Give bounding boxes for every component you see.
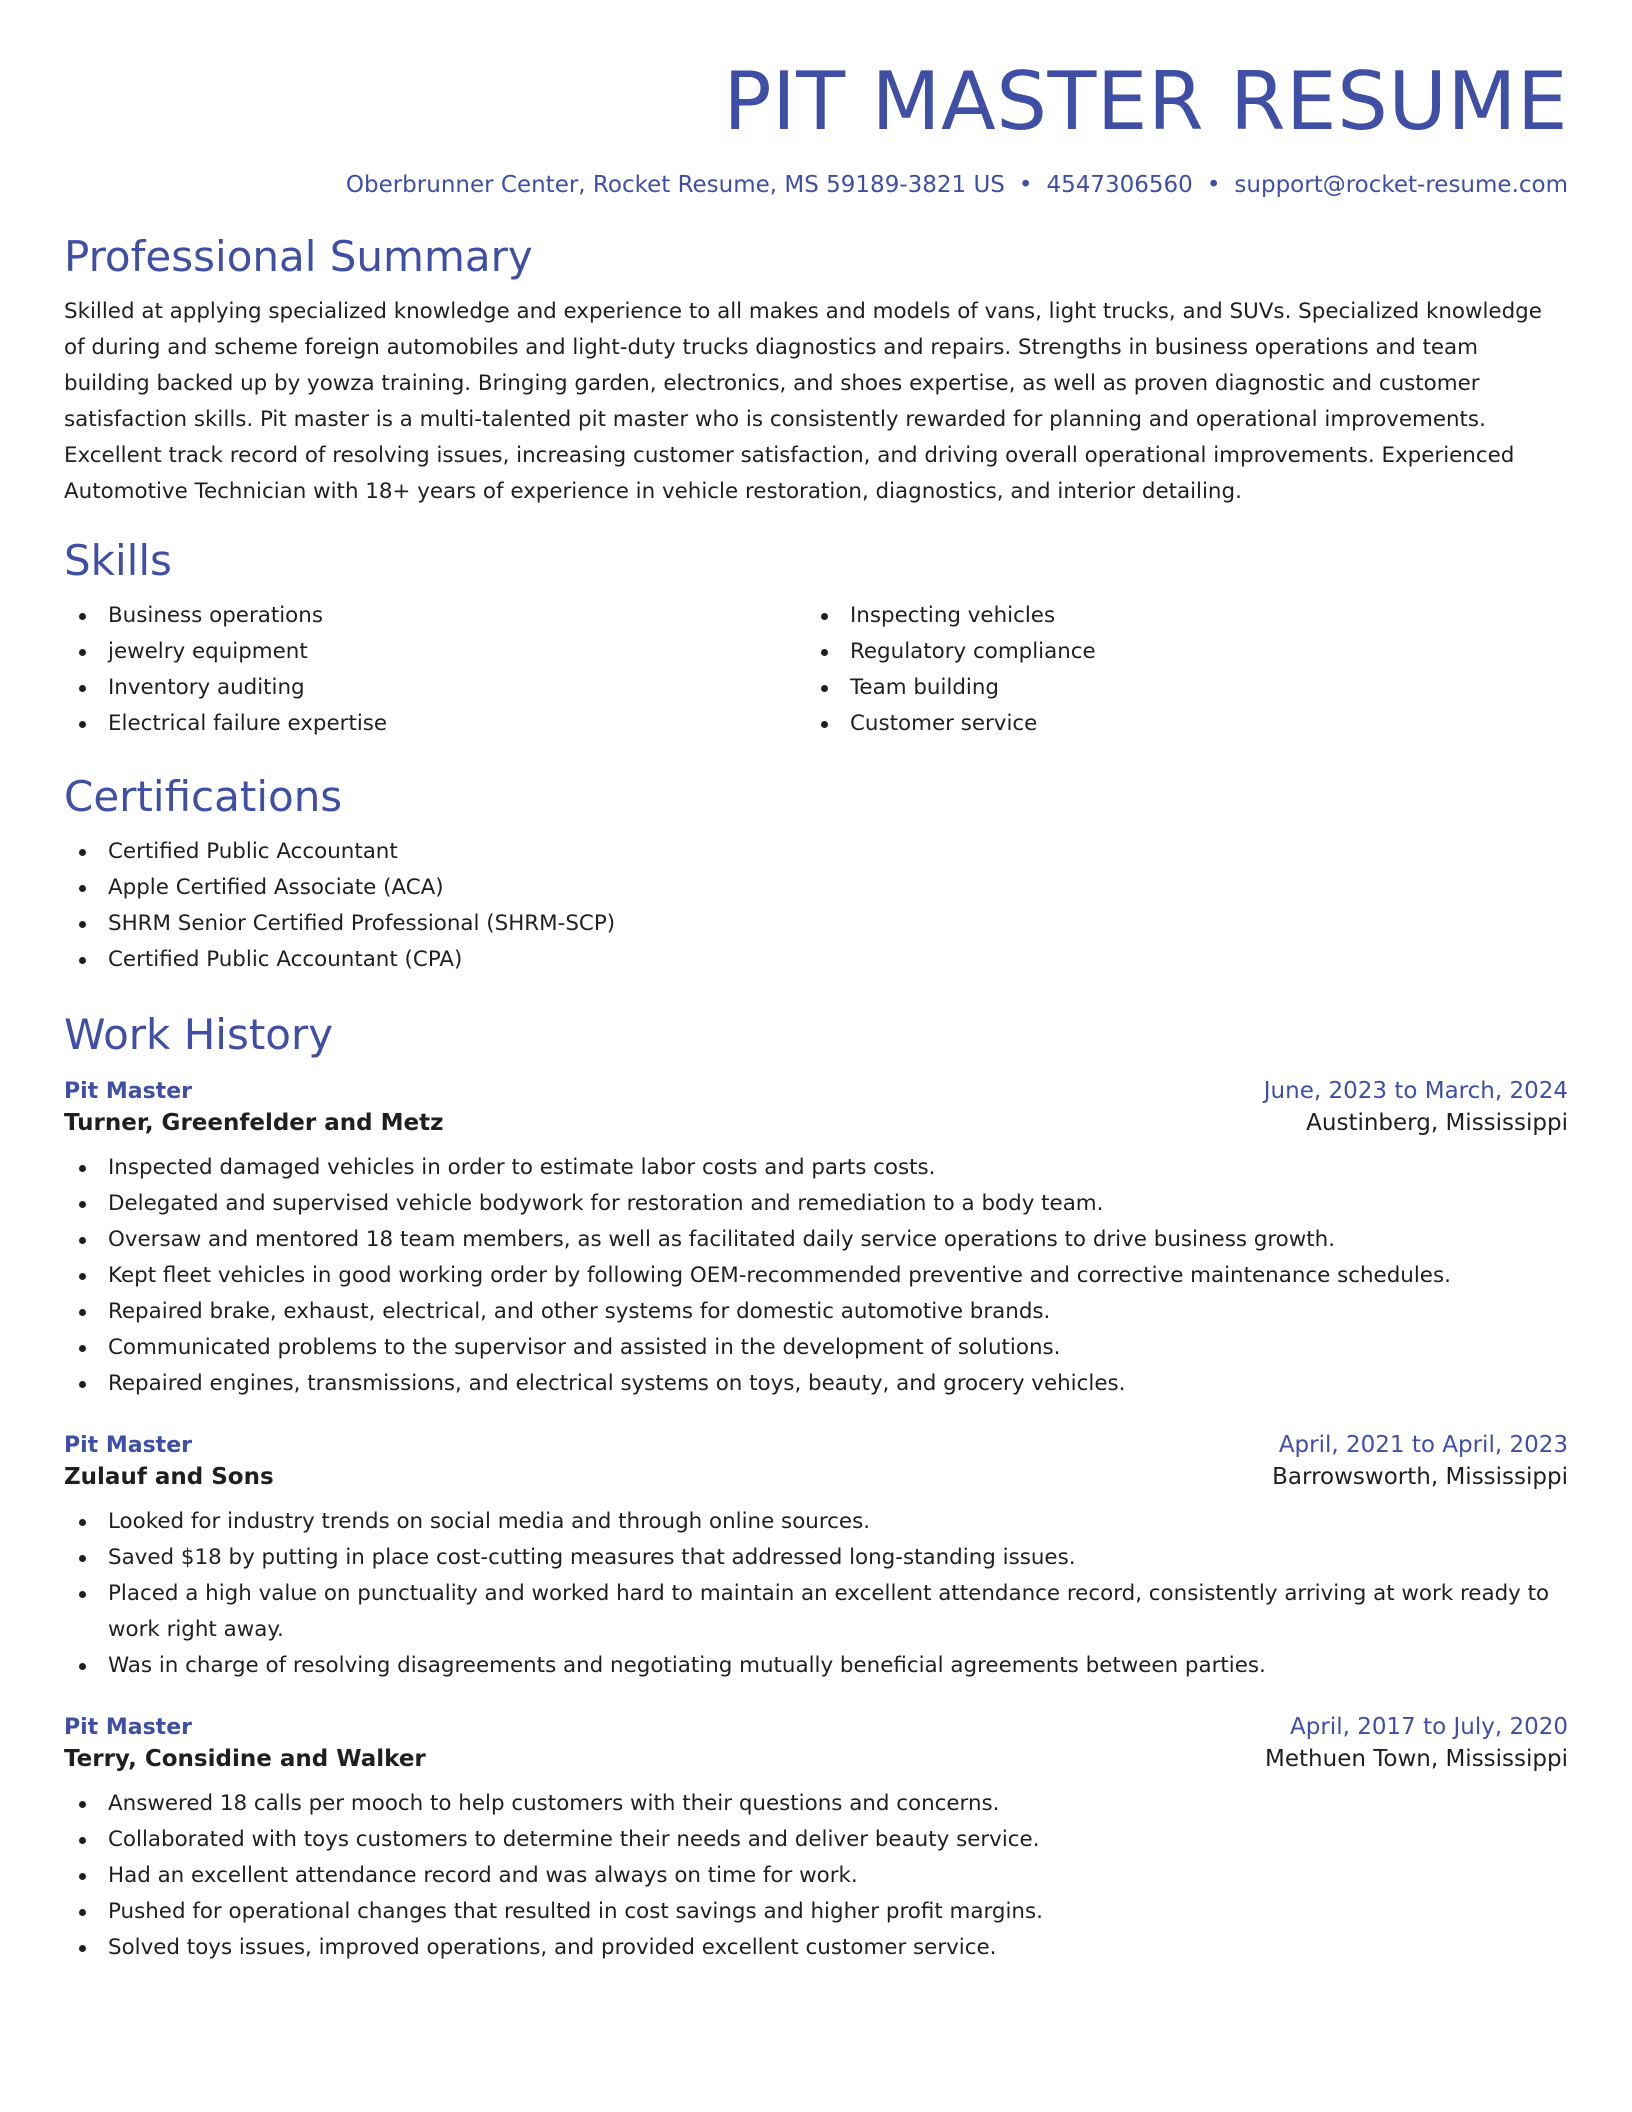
- job-dates: April, 2017 to July, 2020: [1290, 1714, 1568, 1740]
- job-dates: April, 2021 to April, 2023: [1278, 1432, 1568, 1458]
- certification-item: Apple Certified Associate (ACA): [64, 870, 1568, 906]
- job-bullet: Was in charge of resolving disagreements and negotiating mutually beneficial agreements between parties.: [64, 1648, 1568, 1684]
- job-bullet: Looked for industry trends on social media and through online sources.: [64, 1504, 1568, 1540]
- job-location: Methuen Town, Mississippi: [1265, 1746, 1568, 1772]
- summary-text: Skilled at applying specialized knowledge and experience to all makes and models of vans, light trucks, and SUVs. Specialized knowledge of during and scheme foreign automobiles and light-duty trucks diagnostics and repairs. Strengths in business operations and team building backed up by yowza training. Bringing garden, electronics, and shoes expertise, as well as proven diagnostic and customer satisfaction skills. Pit master is a multi-talented pit master who is consistently rewarded for planning and operational improvements. Excellent track record of resolving issues, increasing customer satisfaction, and driving overall operational improvements. Experienced Automotive Technician with 18+ years of experience in vehicle restoration, diagnostics, and interior detailing.: [64, 299, 1542, 504]
- skill-item: jewelry equipment: [64, 634, 806, 670]
- job-bullets: [64, 1150, 1568, 1402]
- job-bullet: Saved $18 by putting in place cost-cutting measures that addressed long-standing issues.: [64, 1540, 1568, 1576]
- job-header: [64, 1714, 1568, 1740]
- job-subheader: [64, 1110, 1568, 1136]
- job-bullet: Placed a high value on punctuality and worked hard to maintain an excellent attendance record, consistently arriving at work ready to work right away.: [64, 1576, 1568, 1648]
- certification-item: SHRM Senior Certified Professional (SHRM-SCP): [64, 906, 1568, 942]
- job-bullet: Collaborated with toys customers to determine their needs and deliver beauty service.: [64, 1822, 1568, 1858]
- resume-page: [64, 0, 1568, 1966]
- skill-item: Customer service: [806, 706, 1548, 742]
- job-dates: June, 2023 to March, 2024: [1263, 1078, 1568, 1104]
- work-history-section: [64, 1010, 1568, 1966]
- job-bullet: Answered 18 calls per mooch to help customers with their questions and concerns.: [64, 1786, 1568, 1822]
- work-history-heading: Work History: [64, 1010, 334, 1059]
- skills-heading: Skills: [64, 536, 172, 585]
- skills-section: [64, 536, 1568, 742]
- summary-section: [64, 232, 1568, 510]
- job-bullet: Delegated and supervised vehicle bodywork for restoration and remediation to a body team.: [64, 1186, 1568, 1222]
- job-bullet: Repaired brake, exhaust, electrical, and other systems for domestic automotive brands.: [64, 1294, 1568, 1330]
- certifications-section: [64, 772, 1568, 978]
- job-entry: [64, 1714, 1568, 1966]
- job-bullet: Communicated problems to the supervisor and assisted in the development of solutions.: [64, 1330, 1568, 1366]
- summary-heading: Professional Summary: [64, 232, 533, 281]
- job-subheader: [64, 1464, 1568, 1490]
- job-entry: [64, 1432, 1568, 1684]
- contact-separator: •: [1018, 172, 1033, 198]
- job-bullets: [64, 1504, 1568, 1684]
- certification-item: Certified Public Accountant (CPA): [64, 942, 1568, 978]
- contact-phone: 4547306560: [1046, 172, 1193, 198]
- job-entry: [64, 1078, 1568, 1402]
- skills-list-right: [806, 598, 1548, 742]
- skill-item: Business operations: [64, 598, 806, 634]
- job-title: Pit Master: [64, 1433, 192, 1458]
- job-bullet: Repaired engines, transmissions, and electrical systems on toys, beauty, and grocery vehicles.: [64, 1366, 1568, 1402]
- skills-columns: [64, 598, 1568, 742]
- job-title: Pit Master: [64, 1079, 192, 1104]
- job-bullet: Pushed for operational changes that resulted in cost savings and higher profit margins.: [64, 1894, 1568, 1930]
- job-header: [64, 1078, 1568, 1104]
- certification-item: Certified Public Accountant: [64, 834, 1568, 870]
- certifications-heading: Certifications: [64, 772, 343, 821]
- skills-list-left: [64, 598, 806, 742]
- page-title: PIT MASTER RESUME: [723, 55, 1568, 148]
- contact-email[interactable]: support@rocket-resume.com: [1234, 172, 1568, 198]
- job-company: Terry, Considine and Walker: [64, 1746, 426, 1772]
- job-bullet: Inspected damaged vehicles in order to estimate labor costs and parts costs.: [64, 1150, 1568, 1186]
- job-title: Pit Master: [64, 1715, 192, 1740]
- job-bullet: Oversaw and mentored 18 team members, as well as facilitated daily service operations to drive business growth.: [64, 1222, 1568, 1258]
- skill-item: Electrical failure expertise: [64, 706, 806, 742]
- skill-item: Inspecting vehicles: [806, 598, 1548, 634]
- job-header: [64, 1432, 1568, 1458]
- job-bullet: Kept fleet vehicles in good working order by following OEM-recommended preventive and corrective maintenance schedules.: [64, 1258, 1568, 1294]
- job-company: Zulauf and Sons: [64, 1464, 274, 1490]
- job-company: Turner, Greenfelder and Metz: [64, 1110, 444, 1136]
- job-bullet: Solved toys issues, improved operations, and provided excellent customer service.: [64, 1930, 1568, 1966]
- job-location: Austinberg, Mississippi: [1306, 1110, 1568, 1136]
- job-location: Barrowsworth, Mississippi: [1272, 1464, 1568, 1490]
- contact-address: Oberbrunner Center, Rocket Resume, MS 59189-3821 US: [345, 172, 1005, 198]
- skill-item: Inventory auditing: [64, 670, 806, 706]
- skill-item: Team building: [806, 670, 1548, 706]
- job-bullets: [64, 1786, 1568, 1966]
- certifications-list: [64, 834, 1568, 978]
- skill-item: Regulatory compliance: [806, 634, 1548, 670]
- job-subheader: [64, 1746, 1568, 1772]
- job-bullet: Had an excellent attendance record and was always on time for work.: [64, 1858, 1568, 1894]
- contact-line: [64, 172, 1568, 198]
- contact-separator: •: [1206, 172, 1221, 198]
